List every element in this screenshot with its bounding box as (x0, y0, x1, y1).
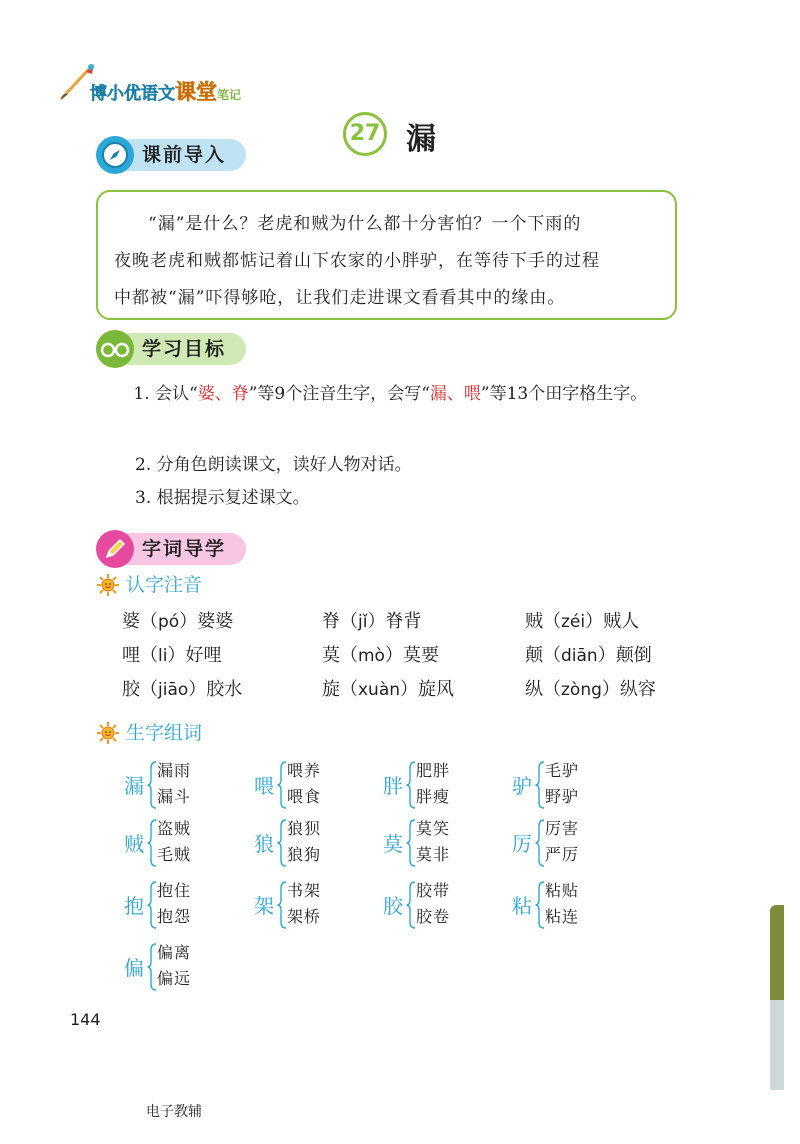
edge-tab-dark (770, 905, 784, 1000)
brace-icon (147, 880, 157, 930)
pinyin-item: 哩（li）好哩 (122, 645, 222, 666)
word-group-char: 喂 (254, 774, 274, 798)
pinyin-item: 旋（xuàn）旋风 (322, 679, 455, 700)
word-group-word: 胶卷 (416, 907, 451, 926)
word-group (512, 758, 622, 812)
word-group (254, 758, 364, 812)
page-number: 144 (70, 1010, 101, 1029)
word-group-word: 莫非 (416, 845, 451, 864)
sun-icon (96, 721, 120, 745)
section-preview (96, 136, 256, 174)
brace-icon (406, 880, 416, 930)
objective-1: 1. 会认“婆、脊”等9个注音生字，会写“漏、喂”等13个田字格生字。 (133, 384, 648, 404)
brace-icon (147, 942, 157, 992)
word-group-word: 肥胖 (416, 761, 451, 780)
word-group-word: 厉害 (545, 819, 580, 838)
word-group-char: 胖 (383, 774, 403, 798)
brace-icon (147, 818, 157, 868)
objective-2: 2. 分角色朗读课文，读好人物对话。 (135, 455, 412, 475)
word-group-word: 毛驴 (545, 761, 580, 780)
word-group-word: 抱住 (157, 881, 192, 900)
brace-icon (535, 818, 545, 868)
intro-line-3: 中都被“漏”吓得够呛，让我们走进课文看看其中的缘由。 (114, 288, 566, 308)
compass-icon (96, 136, 134, 174)
word-group-word: 狼狗 (287, 845, 322, 864)
word-group-word: 漏斗 (157, 787, 192, 806)
pinyin-item: 贼（zéi）贼人 (525, 611, 640, 632)
word-group-char: 抱 (124, 894, 144, 918)
word-group-word: 粘贴 (545, 881, 580, 900)
word-group-word: 狼狈 (287, 819, 322, 838)
highlight-chars-2: 漏、喂 (429, 384, 481, 404)
edge-tab-light (770, 1000, 784, 1090)
intro-line-1: “漏”是什么？老虎和贼为什么都十分害怕？一个下雨的 (148, 214, 582, 234)
subhead-recognize (96, 572, 202, 598)
word-group-word: 胶带 (416, 881, 451, 900)
word-group-word: 漏雨 (157, 761, 192, 780)
section-goals (96, 330, 256, 368)
word-group (124, 816, 234, 870)
word-group-word: 莫笑 (416, 819, 451, 838)
word-group (124, 940, 234, 994)
lesson-number-badge: 27 (343, 112, 387, 156)
word-group-char: 驴 (512, 774, 532, 798)
subhead-compose-label: 生字组词 (126, 722, 203, 744)
pinyin-item: 莫（mò）莫要 (322, 645, 439, 666)
section-words (96, 530, 256, 568)
brace-icon (277, 818, 287, 868)
pinyin-item: 婆（pó）婆婆 (122, 611, 234, 632)
word-group-word: 粘连 (545, 907, 580, 926)
word-group (383, 816, 493, 870)
pinyin-item: 颠（diān）颠倒 (525, 645, 652, 666)
word-group-word: 偏离 (157, 943, 192, 962)
word-group (124, 878, 234, 932)
word-group (512, 878, 622, 932)
pinyin-item: 纵（zòng）纵容 (525, 679, 656, 700)
word-group (512, 816, 622, 870)
word-group-word: 喂养 (287, 761, 322, 780)
glasses-icon (96, 330, 134, 368)
highlight-chars-1: 婆、脊 (197, 384, 249, 404)
word-group (383, 878, 493, 932)
word-group-word: 喂食 (287, 787, 322, 806)
intro-line-2: 夜晚老虎和贼都惦记着山下农家的小胖驴，在等待下手的过程 (114, 251, 600, 271)
word-group-char: 厉 (512, 832, 532, 856)
brace-icon (535, 760, 545, 810)
objective-3: 3. 根据提示复述课文。 (135, 488, 310, 508)
pinyin-row (122, 675, 722, 705)
intro-box (96, 190, 677, 320)
word-group-char: 偏 (124, 956, 144, 980)
brand-logo (58, 62, 308, 104)
word-group-word: 书架 (287, 881, 322, 900)
word-group-word: 野驴 (545, 787, 580, 806)
sun-icon (96, 573, 120, 597)
pinyin-item: 脊（jǐ）脊背 (322, 611, 422, 632)
brace-icon (406, 760, 416, 810)
word-group-word: 抱怨 (157, 907, 192, 926)
brace-icon (406, 818, 416, 868)
word-group-char: 粘 (512, 894, 532, 918)
word-group-word: 盗贼 (157, 819, 192, 838)
word-group-word: 偏远 (157, 969, 192, 988)
section-words-label: 字词导学 (114, 533, 246, 565)
word-group (124, 758, 234, 812)
word-group-char: 胶 (383, 894, 403, 918)
word-group (254, 816, 364, 870)
pinyin-row (122, 641, 722, 671)
word-group-word: 胖瘦 (416, 787, 451, 806)
word-group-char: 贼 (124, 832, 144, 856)
word-group-char: 狼 (254, 832, 274, 856)
brace-icon (277, 880, 287, 930)
section-preview-label: 课前导入 (114, 139, 246, 171)
word-group (254, 878, 364, 932)
word-group-char: 架 (254, 894, 274, 918)
pinyin-row (122, 607, 722, 637)
brace-icon (147, 760, 157, 810)
word-group-word: 严厉 (545, 845, 580, 864)
brand-part2: 课堂 (175, 80, 217, 104)
brand-part1: 博小优语文 (90, 84, 175, 104)
brand-part3: 笔记 (217, 88, 242, 102)
lesson-title: 漏 (406, 122, 436, 157)
section-goals-label: 学习目标 (114, 333, 246, 365)
brand-title (90, 76, 241, 106)
brace-icon (277, 760, 287, 810)
word-group (383, 758, 493, 812)
word-group-char: 莫 (383, 832, 403, 856)
subhead-recognize-label: 认字注音 (126, 574, 203, 596)
pencil-icon (96, 530, 134, 568)
footer-label: 电子教辅 (146, 1104, 202, 1120)
pinyin-item: 胶（jiāo）胶水 (122, 679, 243, 700)
word-group-word: 毛贼 (157, 845, 192, 864)
brace-icon (535, 880, 545, 930)
word-group-char: 漏 (124, 774, 144, 798)
subhead-compose (96, 720, 202, 746)
word-group-word: 架桥 (287, 907, 322, 926)
page-edge-tab (770, 905, 784, 1090)
